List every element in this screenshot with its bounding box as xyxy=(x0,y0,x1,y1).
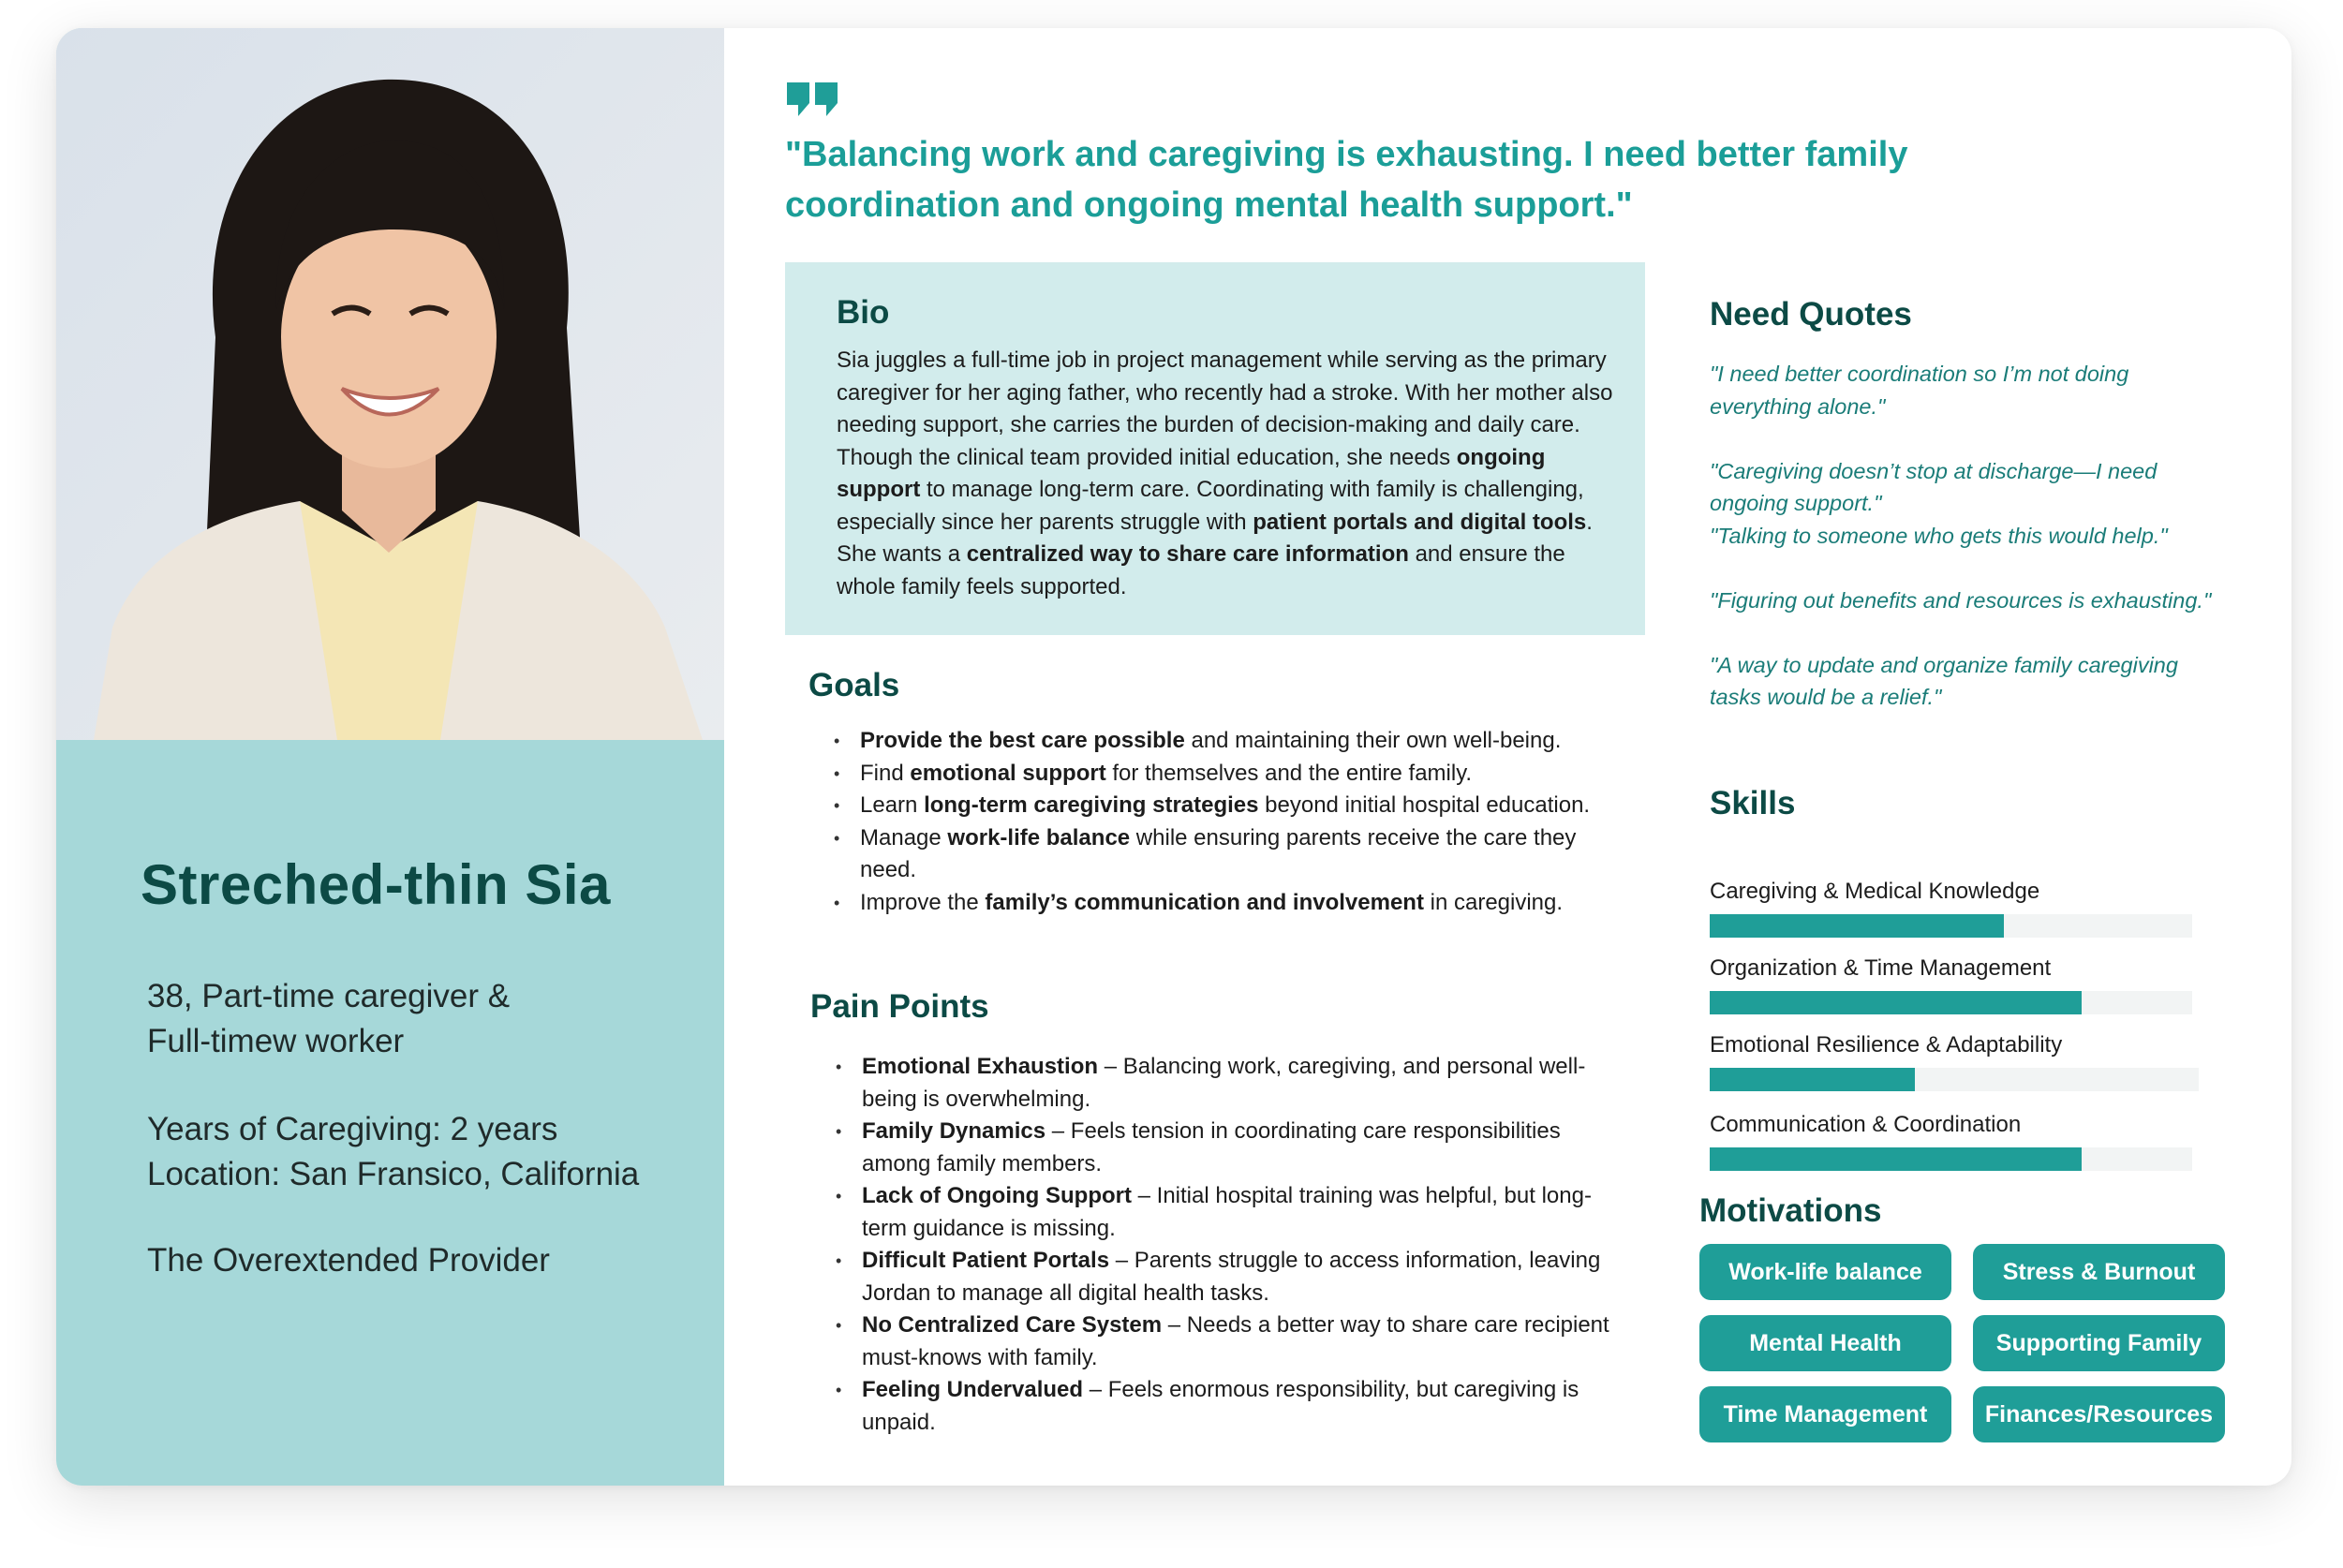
bio-section xyxy=(785,262,1645,635)
persona-card xyxy=(56,28,2291,1486)
motivation-tag: Work-life balance xyxy=(1699,1244,1951,1300)
persona-archetype xyxy=(147,1238,550,1283)
skill-bar xyxy=(1710,1147,2192,1171)
goals-item: • Improve the family’s communication and involvement in caregiving. xyxy=(834,887,1630,920)
motivation-tag: Supporting Family xyxy=(1973,1315,2225,1371)
persona-name: Streched-thin Sia xyxy=(141,853,611,916)
bio-text: Sia juggles a full-time job in project management while serving as the primary caregiver for her aging father, who recently had a stroke. With her mother also needing support, she carries the burden of decision-making and daily care. Though the clinical team provided initial education, she needs ongoing support to manage long-term care. Coordinating with family is challenging, especially since her parents struggle with patient portals and digital tools. She wants a centralized way to share care information and ensure the whole family feels supported. xyxy=(837,348,1613,599)
pain_points-item: • Feeling Undervalued – Feels enormous responsibility, but caregiving is unpaid. xyxy=(836,1374,1632,1439)
pain_points-item: • No Centralized Care System – Needs a better way to share care recipient must-knows with family. xyxy=(836,1309,1632,1374)
pain-points-list xyxy=(836,1051,1632,1439)
motivation-tag: Stress & Burnout xyxy=(1973,1244,2225,1300)
need-quote: "Caregiving doesn’t stop at discharge—I need ongoing support." xyxy=(1710,458,2158,515)
goals-item: • Find emotional support for themselves and the entire family. xyxy=(834,758,1630,791)
need-quote: "I need better coordination so I’m not doing everything alone." xyxy=(1710,362,2129,419)
demographic-line: Full-timew worker xyxy=(147,1023,405,1059)
skill-bar xyxy=(1710,1068,2199,1091)
need-quote: "Talking to someone who gets this would help." xyxy=(1710,523,2168,548)
goals-item: • Learn long-term caregiving strategies beyond initial hospital education. xyxy=(834,790,1630,822)
skill-label: Emotional Resilience & Adaptability xyxy=(1710,1032,2063,1058)
need-quotes-heading: Need Quotes xyxy=(1710,296,1912,333)
skill-bar-fill xyxy=(1710,991,2082,1014)
need-quotes-list xyxy=(1710,358,2216,746)
quote-icon xyxy=(785,81,841,118)
skill-bar xyxy=(1710,991,2192,1014)
persona-sidebar xyxy=(56,28,724,1486)
goals-item: • Manage work-life balance while ensuring parents receive the care they need. xyxy=(834,822,1630,887)
skill-bar-fill xyxy=(1710,1068,1915,1091)
goals-list xyxy=(834,725,1630,919)
skill-bar xyxy=(1710,914,2192,938)
hero-quote: "Balancing work and caregiving is exhausting. I need better family coordination and ongoing mental health support." xyxy=(785,135,1908,225)
skill-label: Organization & Time Management xyxy=(1710,955,2052,981)
pain_points-item: • Lack of Ongoing Support – Initial hospital training was helpful, but long-term guidance is missing. xyxy=(836,1180,1632,1245)
motivations-heading: Motivations xyxy=(1699,1192,1882,1229)
skill-bar-fill xyxy=(1710,1147,2082,1171)
need-quote: "A way to update and organize family caregiving tasks would be a relief." xyxy=(1710,652,2178,709)
skill-label: Caregiving & Medical Knowledge xyxy=(1710,879,2040,904)
persona-photo xyxy=(56,28,724,740)
skill-bar-fill xyxy=(1710,914,2004,938)
demographic-line: 38, Part-time caregiver & xyxy=(147,978,511,1014)
archetype-label: The Overextended Provider xyxy=(147,1242,550,1279)
motivation-tag: Time Management xyxy=(1699,1386,1951,1442)
pain_points-item: • Family Dynamics – Feels tension in coordinating care responsibilities among family members. xyxy=(836,1116,1632,1180)
persona-demographics xyxy=(147,974,510,1064)
goals-item: • Provide the best care possible and maintaining their own well-being. xyxy=(834,725,1630,758)
years-caregiving: Years of Caregiving: 2 years xyxy=(147,1111,558,1147)
pain_points-item: • Emotional Exhaustion – Balancing work, caregiving, and personal well-being is overwhelming. xyxy=(836,1051,1632,1116)
skills-heading: Skills xyxy=(1710,785,1796,821)
pain-points-heading: Pain Points xyxy=(810,988,989,1025)
pain_points-item: • Difficult Patient Portals – Parents struggle to access information, leaving Jordan to manage all digital health tasks. xyxy=(836,1245,1632,1309)
persona-caregiving-info xyxy=(147,1107,639,1197)
goals-heading: Goals xyxy=(808,667,900,703)
bio-heading: Bio xyxy=(837,294,890,331)
motivation-tag: Finances/Resources xyxy=(1973,1386,2225,1442)
skill-label: Communication & Coordination xyxy=(1710,1112,2022,1137)
need-quote: "Figuring out benefits and resources is exhausting." xyxy=(1710,587,2212,613)
motivation-tag: Mental Health xyxy=(1699,1315,1951,1371)
portrait-illustration xyxy=(56,28,724,740)
location: Location: San Fransico, California xyxy=(147,1156,640,1192)
